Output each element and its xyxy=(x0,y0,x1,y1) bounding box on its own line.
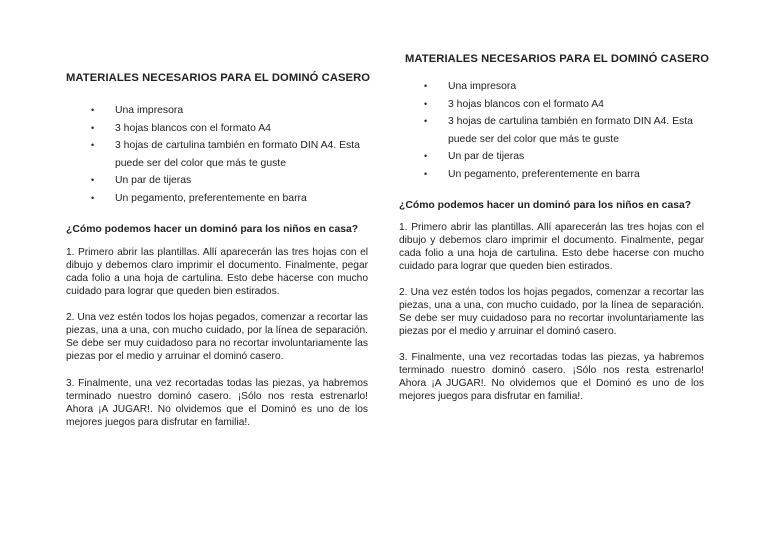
list-item-text: 3 hojas de cartulina también en formato DIN A4. Esta puede ser del color que más te guste xyxy=(115,140,360,169)
bullet-icon: • xyxy=(424,81,428,91)
list-item xyxy=(91,120,368,138)
list-item-text: 3 hojas blancos con el formato A4 xyxy=(115,122,271,134)
list-item-text: Un pegamento, preferentemente en barra xyxy=(448,168,640,180)
bullet-icon: • xyxy=(424,98,428,109)
bullet-icon: • xyxy=(424,168,428,179)
bullet-icon: • xyxy=(91,175,95,185)
bullet-icon: • xyxy=(424,116,428,126)
list-item xyxy=(91,190,368,208)
list-item-text: Un par de tijeras xyxy=(115,175,192,186)
bullet-icon: • xyxy=(91,105,95,115)
list-item xyxy=(91,172,368,190)
list-item xyxy=(91,102,368,120)
list-item xyxy=(91,137,368,172)
list-item-text: 3 hojas de cartulina también en formato DIN A4. Esta puede ser del color que más te guste xyxy=(448,116,693,145)
left-column xyxy=(66,72,371,429)
left-step-1: 1. Primero abrir las plantillas. Allí aparecerán las tres hojas con el dibujo y debemos claro imprimir el documento. Finalmente, pegar cada folio a una hoja de cartulina. Esto debe hacerse con mucho cuidado para lograr que queden bien estirados. xyxy=(66,247,368,297)
list-item xyxy=(424,78,704,96)
right-step-3: 3. Finalmente, una vez recortadas todas las piezas, ya habremos terminado nuestro dominó casero. ¡Sólo nos resta estrenarlo! Ahora ¡A JUGAR!. No olvidemos que el Dominó es uno de los mejores juegos para disfrutar en familia!. xyxy=(399,352,704,402)
bullet-icon: • xyxy=(91,192,95,203)
list-item-text: Un pegamento, preferentemente en barra xyxy=(115,192,307,204)
bullet-icon: • xyxy=(91,140,95,150)
list-item xyxy=(424,96,704,114)
bullet-icon: • xyxy=(424,151,428,161)
list-item-text: Una impresora xyxy=(448,81,517,92)
right-materials-list xyxy=(424,78,704,183)
left-step-3: 3. Finalmente, una vez recortadas todas las piezas, ya habremos terminado nuestro dominó casero. ¡Sólo nos resta estrenarlo! Ahora ¡A JUGAR!. No olvidemos que el Dominó es uno de los mejores juegos para disfrutar en familia!. xyxy=(66,378,368,428)
left-title: MATERIALES NECESARIOS PARA EL DOMINÓ CASERO xyxy=(66,72,371,84)
right-column xyxy=(399,53,710,403)
list-item-text: Un par de tijeras xyxy=(448,151,525,162)
left-materials-list xyxy=(91,102,368,207)
list-item xyxy=(424,148,704,166)
right-step-2: 2. Una vez estén todos los hojas pegados, comenzar a recortar las piezas, una a una, con mucho cuidado, por la línea de separación. Se debe ser muy cuidadoso para no recortar involuntariamente las piezas por el medio y arruinar el dominó casero. xyxy=(399,287,704,337)
left-question-heading: ¿Cómo podemos hacer un dominó para los niños en casa? xyxy=(66,224,359,235)
right-step-1: 1. Primero abrir las plantillas. Allí aparecerán las tres hojas con el dibujo y debemos claro imprimir el documento. Finalmente, pegar cada folio a una hoja de cartulina. Esto debe hacerse con mucho cuidado para lograr que queden bien estirados. xyxy=(399,222,704,272)
right-question-heading: ¿Cómo podemos hacer un dominó para los niños en casa? xyxy=(399,200,692,211)
list-item xyxy=(424,113,704,148)
list-item-text: Una impresora xyxy=(115,105,184,116)
left-step-2: 2. Una vez estén todos los hojas pegados, comenzar a recortar las piezas, una a una, con mucho cuidado, por la línea de separación. Se debe ser muy cuidadoso para no recortar involuntariamente las piezas por el medio y arruinar el dominó casero. xyxy=(66,312,368,362)
bullet-icon: • xyxy=(91,122,95,133)
list-item xyxy=(424,166,704,184)
list-item-text: 3 hojas blancos con el formato A4 xyxy=(448,98,604,110)
right-title: MATERIALES NECESARIOS PARA EL DOMINÓ CASERO xyxy=(405,53,710,65)
